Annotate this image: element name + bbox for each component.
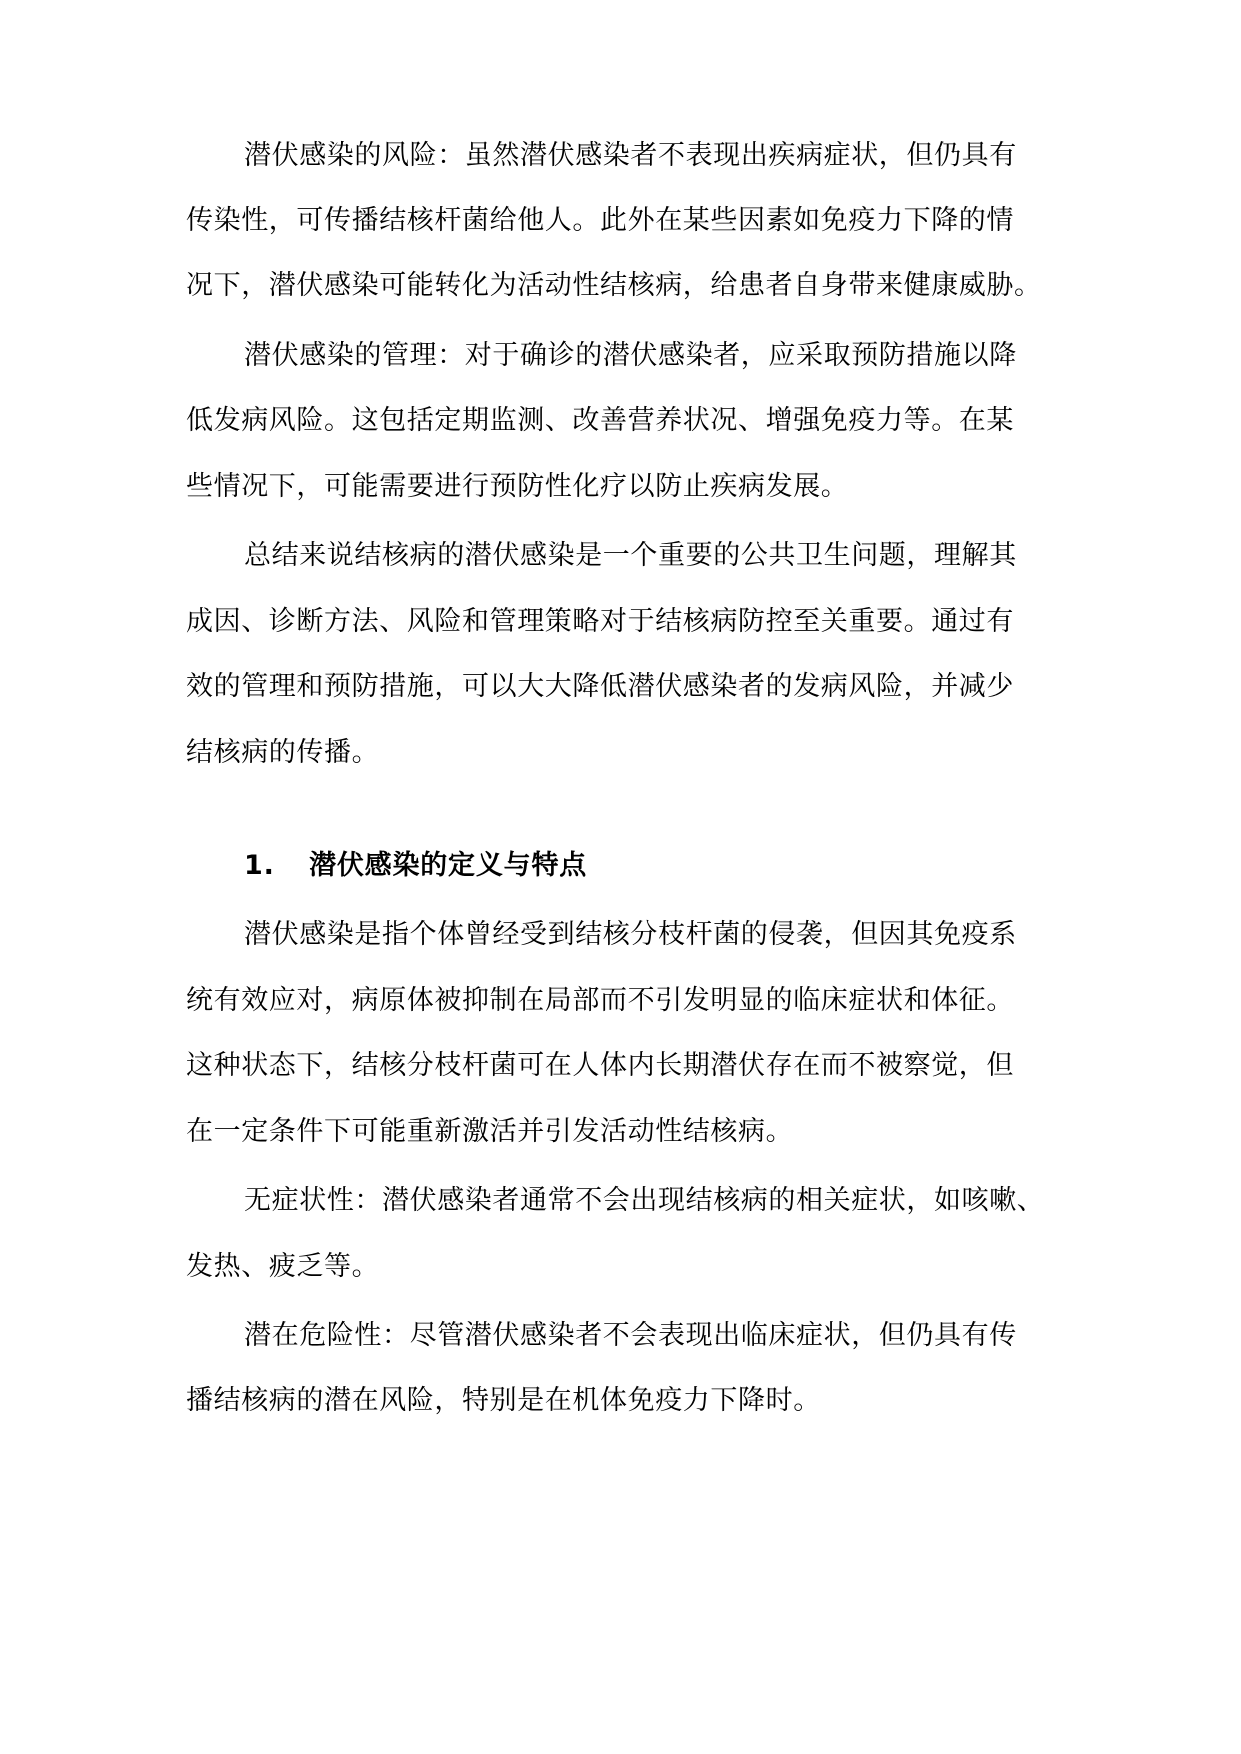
paragraph-3-line-1: 总结来说结核病的潜伏感染是一个重要的公共卫生问题，理解其 xyxy=(244,540,1017,571)
section-paragraph-1-line-4: 在一定条件下可能重新激活并引发活动性结核病。 xyxy=(186,1116,794,1147)
paragraph-3-line-4: 结核病的传播。 xyxy=(186,737,380,768)
paragraph-1-line-2: 传染性，可传播结核杆菌给他人。此外在某些因素如免疫力下降的情 xyxy=(186,205,1014,236)
paragraph-2-line-1: 潜伏感染的管理：对于确诊的潜伏感染者，应采取预防措施以降 xyxy=(244,340,1017,371)
paragraph-2-line-3: 些情况下，可能需要进行预防性化疗以防止疾病发展。 xyxy=(186,471,849,502)
section-heading xyxy=(244,848,587,884)
section-paragraph-1-line-2: 统有效应对，病原体被抑制在局部而不引发明显的临床症状和体征。 xyxy=(186,985,1014,1016)
section-heading-title: 潜伏感染的定义与特点 xyxy=(309,850,588,881)
section-heading-number: 1. xyxy=(244,850,275,881)
section-paragraph-2-line-2: 发热、疲乏等。 xyxy=(186,1251,380,1282)
section-paragraph-2-line-1: 无症状性：潜伏感染者通常不会出现结核病的相关症状，如咳嗽、 xyxy=(244,1185,1045,1216)
paragraph-1-line-1: 潜伏感染的风险：虽然潜伏感染者不表现出疾病症状，但仍具有 xyxy=(244,140,1017,171)
section-paragraph-3-line-1: 潜在危险性：尽管潜伏感染者不会表现出临床症状，但仍具有传 xyxy=(244,1320,1017,1351)
section-paragraph-1-line-3: 这种状态下，结核分枝杆菌可在人体内长期潜伏存在而不被察觉，但 xyxy=(186,1050,1014,1081)
paragraph-2-line-2: 低发病风险。这包括定期监测、改善营养状况、增强免疫力等。在某 xyxy=(186,405,1014,436)
paragraph-3-line-3: 效的管理和预防措施，可以大大降低潜伏感染者的发病风险，并减少 xyxy=(186,671,1014,702)
paragraph-3-line-2: 成因、诊断方法、风险和管理策略对于结核病防控至关重要。通过有 xyxy=(186,606,1014,637)
section-paragraph-3-line-2: 播结核病的潜在风险，特别是在机体免疫力下降时。 xyxy=(186,1385,821,1416)
section-paragraph-1-line-1: 潜伏感染是指个体曾经受到结核分枝杆菌的侵袭，但因其免疫系 xyxy=(244,919,1017,950)
paragraph-1-line-3: 况下，潜伏感染可能转化为活动性结核病，给患者自身带来健康威胁。 xyxy=(186,270,1042,301)
